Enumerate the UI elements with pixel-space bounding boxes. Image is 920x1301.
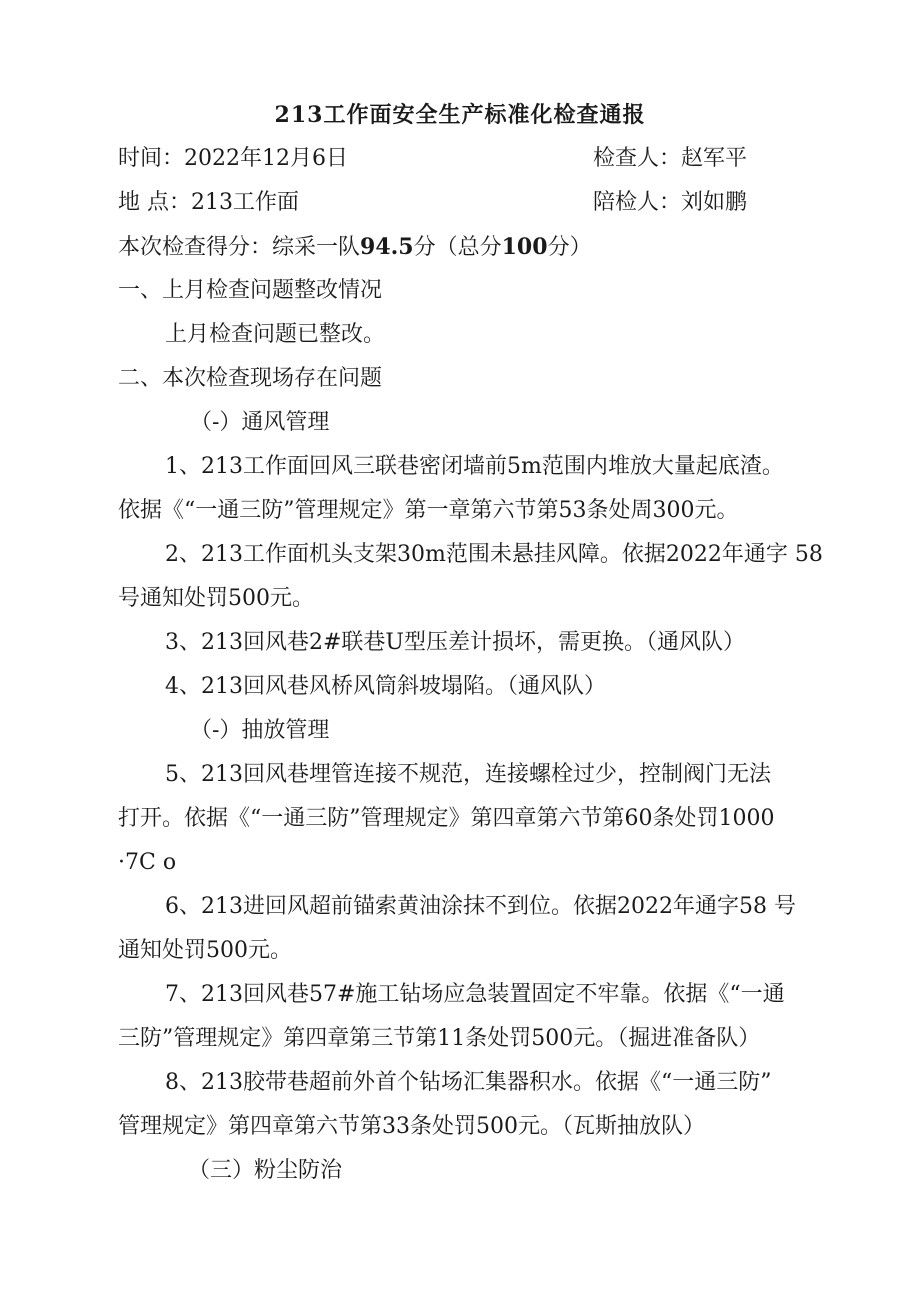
item-1-line-1: 1、213工作面回风三联巷密闭墙前5m范围内堆放大量起底渣。 <box>165 454 784 479</box>
document-title: 213工作面安全生产标准化检查通报 <box>274 102 646 128</box>
item-5-line-2: 打开。依据《“一通三防”管理规定》第四章第六节第60条处罚1000 <box>118 806 775 831</box>
subsection-drainage: （-）抽放管理 <box>190 718 330 743</box>
item-8-line-2: 管理规定》第四章第六节第33条处罚500元。（瓦斯抽放队） <box>118 1114 705 1139</box>
score-total: 100 <box>501 234 548 260</box>
subsection-dust: （三）粉尘防治 <box>188 1158 343 1183</box>
item-7-line-1: 7、213回风巷57#施工钻场应急装置固定不牢靠。依据《“一通 <box>165 982 785 1007</box>
inspector-text: 检查人：赵军平 <box>593 146 748 171</box>
item-1-line-2: 依据《“一通三防”管理规定》第一章第六节第53条处周300元。 <box>118 498 739 523</box>
item-8-line-1: 8、213胶带巷超前外首个钻场汇集器积水。依据《“一通三防” <box>165 1070 772 1095</box>
score-row <box>0 225 920 269</box>
score-prefix: 本次检查得分：综采一队 <box>118 235 361 260</box>
item-6-line-1: 6、213进回风超前锚索黄油涂抹不到位。依据2022年通字58 号 <box>165 894 796 919</box>
section2-heading: 二、本次检查现场存在问题 <box>118 366 383 391</box>
subsection-ventilation: （-）通风管理 <box>190 410 330 435</box>
item-2-line-1: 2、213工作面机头支架30m范围未悬挂风障。依据2022年通字 58 <box>165 542 823 567</box>
location-row <box>0 181 920 225</box>
accompany-text: 陪检人：刘如鹏 <box>593 190 748 215</box>
item-7-line-2: 三防”管理规定》第四章第三节第11条处罚500元。（掘进准备队） <box>118 1026 761 1051</box>
score-mid: 分（总分 <box>413 235 502 260</box>
time-text: 时间：2022年12月6日 <box>118 146 348 171</box>
item-6-line-2: 通知处罚500元。 <box>118 938 292 963</box>
location-text: 地 点：213工作面 <box>118 190 299 215</box>
section1-body: 上月检查问题已整改。 <box>165 322 386 347</box>
item-2-line-2: 号通知处罚500元。 <box>118 586 314 611</box>
score-value: 94.5 <box>360 234 414 260</box>
item-4: 4、213回风巷风桥风筒斜坡塌陷。（通风队） <box>165 674 606 699</box>
section1-heading: 一、上月检查问题整改情况 <box>118 278 383 303</box>
item-5-line-3: ·7C o <box>118 850 177 875</box>
score-suffix: 分） <box>547 235 592 260</box>
time-row <box>0 137 920 181</box>
item-5-line-1: 5、213回风巷埋管连接不规范，连接螺栓过少，控制阀门无法 <box>165 762 771 787</box>
item-3: 3、213回风巷2#联巷U型压差计损坏，需更换。（通风队） <box>165 630 745 655</box>
